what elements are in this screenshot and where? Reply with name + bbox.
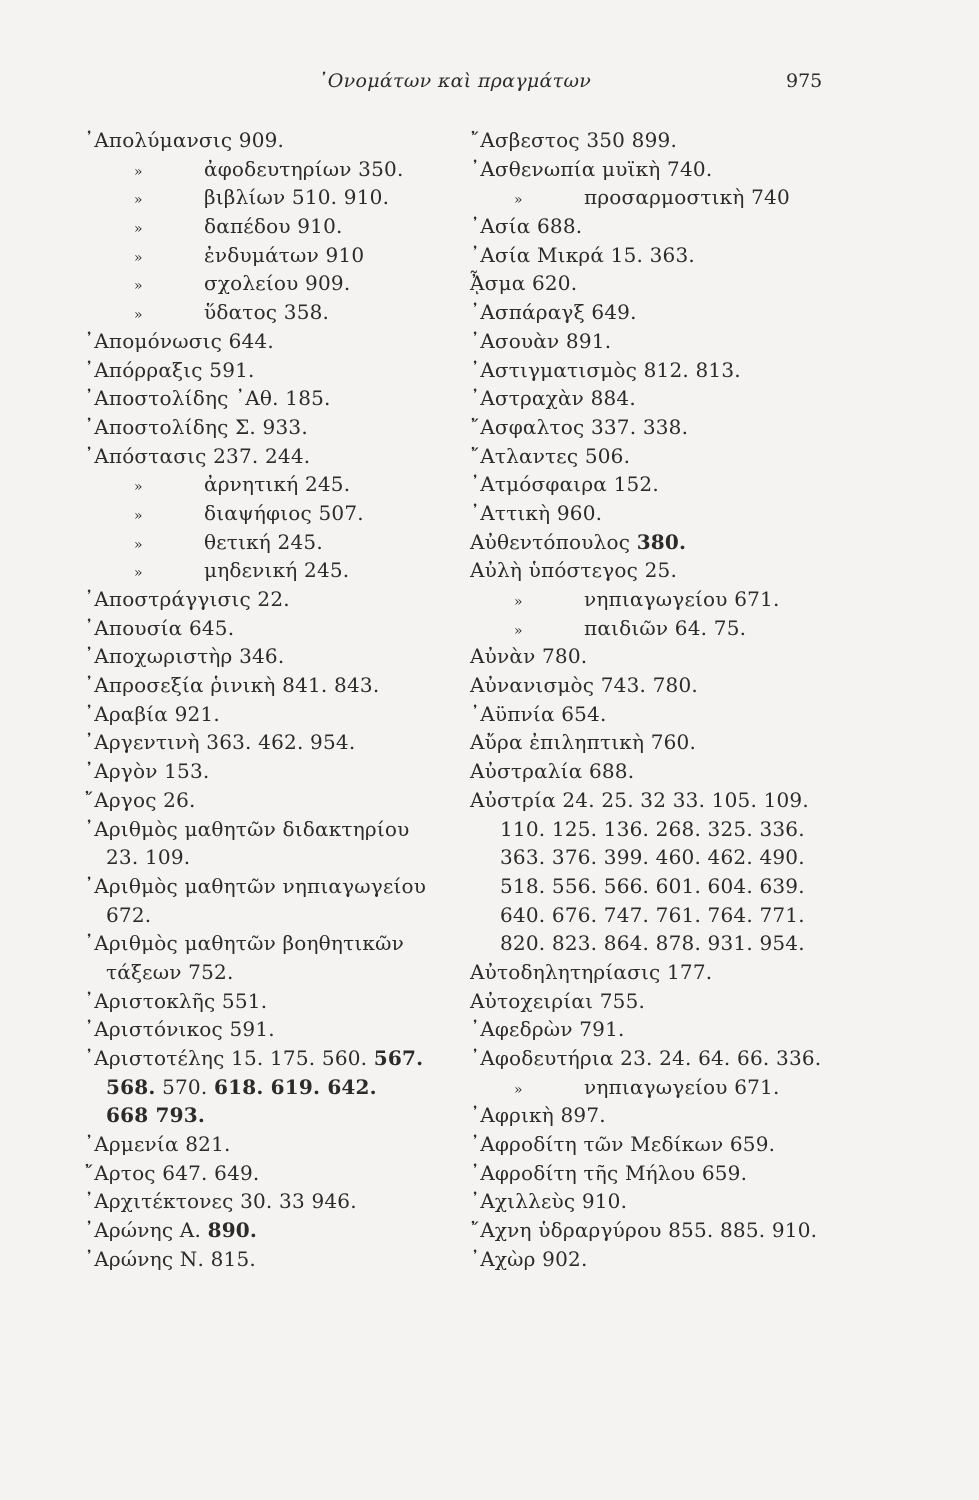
ditto-mark: » [134, 192, 143, 209]
entry-text: τάξεων 752. [106, 959, 234, 984]
index-line [84, 442, 484, 471]
index-line [470, 241, 850, 270]
index-line [470, 929, 850, 958]
entry-text: ᾿Αριστοκλῆς 551. [84, 988, 268, 1013]
ditto-mark: » [134, 249, 143, 266]
entry-text: προσαρμοστικὴ 740 [584, 185, 790, 210]
index-line [470, 872, 850, 901]
index-line [470, 528, 850, 557]
index-line [84, 327, 484, 356]
entry-text: ᾎσμα 620. [470, 271, 578, 296]
index-line [470, 1015, 850, 1044]
index-line [84, 499, 484, 528]
entry-text: ᾿Ασπάραγξ 649. [470, 300, 637, 325]
entry-text: ῎Ασφαλτος 337. 338. [470, 414, 689, 439]
ditto-mark: » [514, 594, 523, 610]
index-line [84, 671, 484, 700]
bold-page-ref: 618. 619. 642. [213, 1074, 377, 1099]
index-line [470, 212, 850, 241]
index-line [470, 1101, 850, 1130]
index-line [84, 843, 484, 872]
entry-text: ᾿Αχὼρ 902. [470, 1246, 588, 1271]
index-line [470, 671, 850, 700]
entry-text: ᾿Απουσία 645. [84, 615, 235, 640]
index-line [84, 298, 484, 327]
index-line [84, 269, 484, 298]
index-line [470, 843, 850, 872]
entry-text: Αὐτοχειρίαι 755. [470, 988, 646, 1013]
index-line [470, 1245, 850, 1274]
index-line [470, 585, 850, 614]
index-line [84, 929, 484, 958]
entry-text: ᾿Απομόνωσις 644. [84, 328, 274, 353]
entry-text: ᾿Αφροδίτη τῶν Μεδίκων 659. [470, 1132, 776, 1157]
index-line [84, 413, 484, 442]
index-line [84, 728, 484, 757]
index-line [84, 470, 484, 499]
entry-text: ᾿Αστιγματισμὸς 812. 813. [470, 357, 741, 382]
entry-text: 23. 109. [106, 845, 191, 870]
index-line [84, 384, 484, 413]
entry-text: ᾿Αριθμὸς μαθητῶν βοηθητικῶν [84, 931, 404, 956]
entry-text: ᾿Αριθμὸς μαθητῶν νηπιαγωγείου [84, 873, 427, 898]
bold-page-ref: 380. [636, 529, 687, 554]
ditto-mark: » [514, 622, 523, 639]
entry-text: ᾿Ασία Μικρά 15. 363. [470, 242, 695, 267]
entry-text: ᾿Απροσεξία ῥινικὴ 841. 843. [84, 673, 380, 698]
index-line [84, 1159, 484, 1188]
entry-text: 672. [106, 902, 152, 927]
entry-text: ᾿Αφροδίτη τῆς Μήλου 659. [470, 1160, 748, 1185]
entry-text: ῎Ασβεστος 350 899. [470, 128, 677, 152]
entry-text: Αὐνανισμὸς 743. 780. [470, 673, 698, 698]
index-line [84, 1044, 484, 1073]
entry-text: ῎Ατλαντες 506. [470, 443, 631, 468]
entry-text: ᾿Ατμόσφαιρα 152. [470, 472, 659, 497]
entry-text: ᾿Αποστράγγισις 22. [84, 587, 290, 611]
entry-text: θετική 245. [204, 529, 323, 554]
bold-page-ref: 567. [373, 1046, 424, 1070]
entry-text: ῎Αρτος 647. 649. [84, 1160, 260, 1185]
entry-text: Αὔρα ἐπιληπτικὴ 760. [470, 730, 697, 755]
page-header [0, 66, 979, 96]
index-line [84, 700, 484, 729]
entry-text: ᾿Αριστόνικος 591. [84, 1017, 275, 1042]
entry-text: ᾿Αϋπνία 654. [470, 701, 607, 726]
index-line [470, 728, 850, 757]
index-line [470, 1159, 850, 1188]
index-line [470, 155, 850, 184]
entry-text: ᾿Αργὸν 153. [84, 759, 210, 784]
entry-text: 820. 823. 864. 878. 931. 954. [500, 931, 805, 956]
index-line [470, 298, 850, 327]
index-line [470, 269, 850, 298]
entry-text: Αὐθεντόπουλος [470, 529, 637, 554]
entry-text: Αὐστραλία 688. [470, 759, 635, 784]
index-line [84, 987, 484, 1016]
entry-text: ᾿Αφοδευτήρια 23. 24. 64. 66. 336. [470, 1046, 822, 1070]
index-line [470, 987, 850, 1016]
entry-text: ᾿Αφρικὴ 897. [470, 1103, 606, 1128]
ditto-mark: » [134, 565, 143, 582]
entry-text: ᾿Αποστολίδης ᾿Αθ. 185. [84, 386, 331, 411]
index-line [84, 1187, 484, 1216]
index-line [84, 1101, 484, 1130]
index-line [470, 1187, 850, 1216]
index-line [84, 901, 484, 930]
ditto-mark: » [134, 536, 143, 553]
ditto-mark: » [514, 192, 523, 209]
index-line [470, 1130, 850, 1159]
index-line [84, 528, 484, 557]
page-number: 975 [786, 70, 823, 92]
entry-text: 518. 556. 566. 601. 604. 639. [500, 873, 805, 898]
entry-text: ᾿Αρχιτέκτονες 30. 33 946. [84, 1189, 357, 1214]
index-line [84, 1245, 484, 1274]
index-line [84, 585, 484, 614]
index-line [84, 1015, 484, 1044]
index-line [470, 642, 850, 671]
index-line [470, 1216, 850, 1245]
entry-text: ᾿Αποχωριστὴρ 346. [84, 644, 285, 669]
index-line [84, 1073, 484, 1102]
ditto-mark: » [134, 221, 143, 238]
entry-text: βιβλίων 510. 910. [204, 185, 390, 210]
ditto-mark: » [134, 479, 143, 496]
index-line [470, 356, 850, 385]
entry-text: ᾿Αριστοτέλης 15. 175. 560. [84, 1046, 374, 1070]
index-line [470, 413, 850, 442]
entry-text: ᾿Αχιλλεὺς 910. [470, 1189, 628, 1214]
entry-text: ἀφοδευτηρίων 350. [204, 156, 404, 181]
index-line [470, 815, 850, 844]
index-line [84, 872, 484, 901]
index-line [84, 642, 484, 671]
index-line [470, 126, 850, 155]
index-line [470, 384, 850, 413]
entry-text: ᾿Αρώνης Ν. 815. [84, 1246, 256, 1271]
index-line [84, 155, 484, 184]
entry-text: ὕδατος 358. [204, 300, 330, 325]
index-line [84, 356, 484, 385]
bold-page-ref: 890. [207, 1218, 258, 1243]
index-line [470, 327, 850, 356]
index-line [84, 241, 484, 270]
running-title: ᾿Ονομάτων καὶ πραγμάτων [318, 70, 592, 92]
entry-text: Αὐνὰν 780. [470, 644, 588, 669]
index-line [84, 786, 484, 815]
entry-text: νηπιαγωγείου 671. [584, 1074, 780, 1099]
index-line [84, 815, 484, 844]
index-line [470, 1073, 850, 1102]
entry-text: ᾿Απολύμανσις 909. [84, 128, 285, 152]
index-line [470, 499, 850, 528]
entry-text: ῎Αχνη ὑδραργύρου 855. 885. 910. [470, 1218, 818, 1243]
index-line [84, 556, 484, 585]
index-line [470, 614, 850, 643]
entry-text: 363. 376. 399. 460. 462. 490. [500, 845, 805, 870]
index-line [470, 470, 850, 499]
entry-text: ᾿Αττικὴ 960. [470, 500, 603, 525]
entry-text: ᾿Αφεδρὼν 791. [470, 1017, 625, 1042]
entry-text: ᾿Ασθενωπία μυϊκὴ 740. [470, 156, 713, 181]
ditto-mark: » [134, 507, 143, 524]
entry-text: 110. 125. 136. 268. 325. 336. [500, 816, 805, 841]
index-column-right [470, 126, 850, 1274]
entry-text: ᾿Αργεντινὴ 363. 462. 954. [84, 730, 356, 755]
entry-text: ᾿Αριθμὸς μαθητῶν διδακτηρίου [84, 816, 410, 841]
entry-text: ἐνδυμάτων 910 [204, 242, 365, 267]
ditto-mark: » [134, 278, 143, 295]
entry-text: Αὐστρία 24. 25. 32 33. 105. 109. [470, 787, 809, 812]
entry-text: ᾿Ασία 688. [470, 214, 583, 239]
ditto-mark: » [514, 1081, 523, 1098]
entry-text: ᾿Αποστολίδης Σ. 933. [84, 414, 308, 439]
index-line [470, 786, 850, 815]
entry-text: διαψήφιος 507. [204, 500, 364, 525]
index-line [470, 1044, 850, 1073]
index-line [84, 958, 484, 987]
entry-text: ᾿Αρμενία 821. [84, 1132, 231, 1157]
entry-text: Αὐτοδηλητηρίασις 177. [470, 959, 713, 984]
entry-text: παιδιῶν 64. 75. [584, 615, 747, 640]
index-line [470, 442, 850, 471]
entry-text: ᾿Αστραχὰν 884. [470, 386, 636, 411]
entry-text: σχολείου 909. [204, 271, 351, 296]
index-line [84, 1130, 484, 1159]
entry-text: δαπέδου 910. [204, 214, 343, 239]
entry-text: ᾿Απόστασις 237. 244. [84, 443, 311, 468]
ditto-mark: » [134, 163, 143, 180]
entry-text: Αὐλὴ ὑπόστεγος 25. [470, 558, 677, 583]
entry-text: ῎Αργος 26. [84, 787, 196, 812]
index-line [84, 1216, 484, 1245]
entry-text: μηδενική 245. [204, 558, 350, 583]
entry-text: 570. [155, 1074, 214, 1099]
entry-text: ᾿Αρώνης Α. [84, 1218, 208, 1243]
index-line [84, 212, 484, 241]
index-line [84, 757, 484, 786]
entry-text: 640. 676. 747. 761. 764. 771. [500, 902, 805, 927]
ditto-mark: » [134, 307, 143, 324]
entry-text: ᾿Ασουὰν 891. [470, 328, 612, 353]
entry-text: ᾿Αραβία 921. [84, 701, 220, 726]
index-line [470, 183, 850, 212]
entry-text: νηπιαγωγείου 671. [584, 587, 780, 611]
index-line [470, 700, 850, 729]
index-line [470, 556, 850, 585]
index-line [470, 901, 850, 930]
entry-text: ᾿Απόρραξις 591. [84, 357, 255, 382]
entry-text: ἀρνητική 245. [204, 472, 351, 497]
index-line [84, 183, 484, 212]
bold-page-ref: 568. [106, 1074, 156, 1099]
index-line [470, 958, 850, 987]
index-line [84, 614, 484, 643]
index-line [470, 757, 850, 786]
index-column-left [84, 126, 484, 1274]
index-line [84, 126, 484, 155]
bold-page-ref: 668 793. [106, 1103, 206, 1128]
